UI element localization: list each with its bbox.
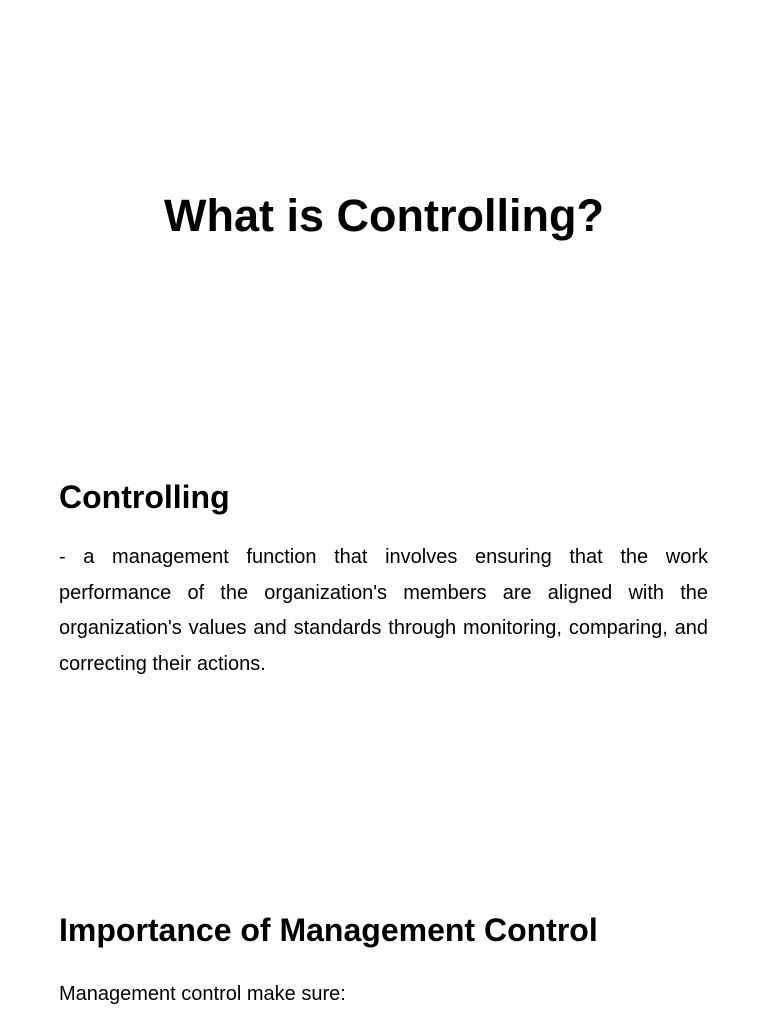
controlling-definition: - a management function that involves ensuring that the work performance of the organization's members are aligned with the organization's values and standards through monitoring, comparing, and correcting their actions. [59,546,708,675]
importance-intro: Management control make sure: [59,983,346,1005]
importance-heading: Importance of Management Control [59,912,598,948]
controlling-heading: Controlling [59,479,230,515]
slide-title: What is Controlling? [164,190,604,241]
